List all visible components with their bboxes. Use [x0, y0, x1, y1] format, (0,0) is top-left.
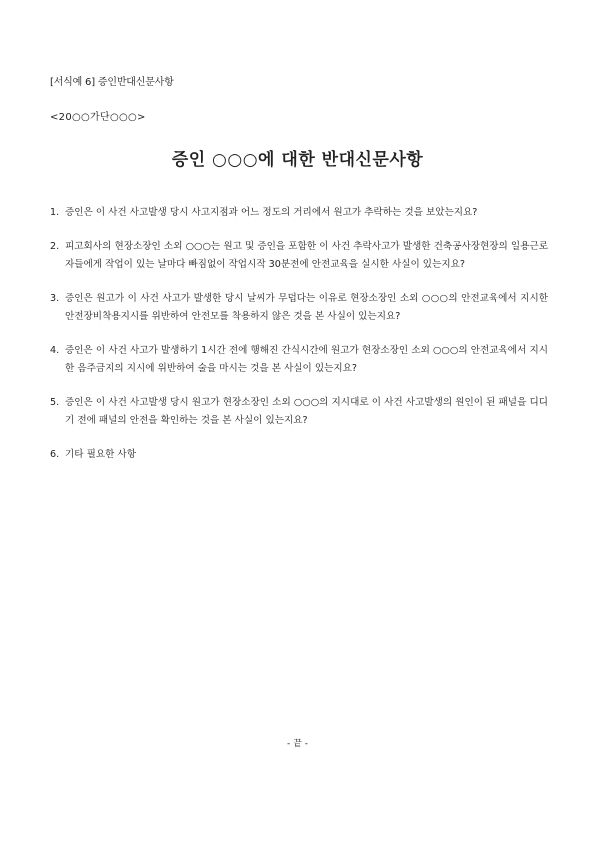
question-text: 증인은 원고가 이 사건 사고가 발생한 당시 날씨가 무덥다는 이유로 현장소장인 소외 ○○○의 안전교육에서 지시한 안전장비착용지시를 위반하여 안전모를 착용하지 않은 것을 본 사실이 있는지요?: [65, 293, 548, 322]
question-item: [50, 446, 548, 464]
question-text: 기타 필요한 사항: [65, 449, 136, 460]
question-number: 4.: [50, 345, 60, 356]
question-item: [50, 290, 548, 326]
question-number: 1.: [50, 207, 60, 218]
question-text: 피고회사의 현장소장인 소외 ○○○는 원고 및 증인을 포함한 이 사건 추락사고가 발생한 건축공사장현장의 일용근로자들에게 작업이 있는 날마다 빠짐없이 작업시작 30분전에 안전교육을 실시한 사실이 있는지요?: [65, 241, 548, 270]
question-item: [50, 238, 548, 274]
question-text: 증인은 이 사건 사고가 발생하기 1시간 전에 행해진 간식시간에 원고가 현장소장인 소외 ○○○의 안전교육에서 지시한 음주금지의 지시에 위반하여 술을 마시는 것을 본 사실이 있는지요?: [65, 345, 548, 374]
question-item: [50, 204, 548, 222]
question-list: [50, 204, 548, 480]
form-label: [서식예 6] 증인반대신문사항: [50, 77, 174, 88]
question-number: 3.: [50, 293, 60, 304]
case-number-label: <20○○가단○○○>: [50, 112, 146, 123]
question-item: [50, 394, 548, 430]
question-number: 6.: [50, 449, 60, 460]
question-item: [50, 342, 548, 378]
question-text: 증인은 이 사건 사고발생 당시 사고지점과 어느 정도의 거리에서 원고가 추락하는 것을 보았는지요?: [65, 207, 478, 218]
question-text: 증인은 이 사건 사고발생 당시 원고가 현장소장인 소외 ○○○의 지시대로 이 사건 사고발생의 원인이 된 패널을 디디기 전에 패널의 안전을 확인하는 것을 본 사실이 있는지요?: [65, 397, 548, 426]
question-number: 5.: [50, 397, 60, 408]
question-number: 2.: [50, 241, 60, 252]
end-marker: - 끝 -: [287, 739, 308, 749]
document-title: 증인 ○○○에 대한 반대신문사항: [171, 150, 424, 170]
